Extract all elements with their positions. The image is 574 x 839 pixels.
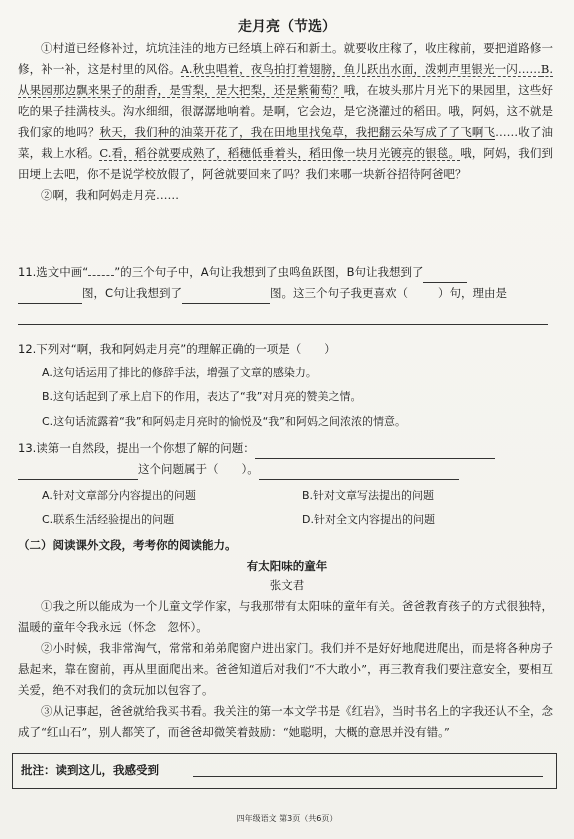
wavy-mark — [88, 275, 114, 276]
q13-line2: 这个问题属于（ ）。 — [138, 462, 259, 476]
sentence-a: A.秋虫唱着，夜鸟拍打着翅膀，鱼儿跃出水面，泼刺声里银光一闪…… — [180, 62, 541, 76]
p1-end: 哦，阿妈，我们到田埂上去吧，你不是说学校放假了，阿爸就要回来了吗？我们来哪一块新谷招待阿爸吧？ — [18, 146, 554, 181]
paragraph-1 — [18, 38, 553, 185]
p1-underlined: 秋天，我们种的油菜开花了，我在田地里找兔草，我把翻云朵写成了了飞啊飞 — [99, 125, 496, 139]
sentence-c: C.看，稻谷就要成熟了，稻穗低垂着头，稻田像一块月光镀亮的银毯。 — [99, 146, 461, 160]
q13-option-b[interactable]: B.针对文章写法提出的问题 — [302, 489, 435, 502]
q12-option-b[interactable]: B.这句话起到了承上启下的作用，表达了“我”对月亮的赞美之情。 — [42, 390, 362, 403]
question-12-stem: 12.下列对“啊，我和阿妈走月亮”的理解正确的一项是（ ） — [18, 342, 336, 356]
p1-intro: ①村道已经修补过，坑坑洼洼的地方已经填上碎石和新土。就要收庄稼了，收庄稼前，要把道路修一修，补一补，这是村里的风俗。 — [18, 41, 553, 76]
question-13 — [18, 438, 553, 480]
paragraph-2: ②啊，我和阿妈走月亮…… — [41, 188, 179, 202]
q13-option-a[interactable]: A.针对文章部分内容提出的问题 — [42, 489, 196, 502]
passage2-title: 有太阳味的童年 — [246, 559, 328, 573]
q13-blank-1[interactable] — [255, 444, 495, 459]
q11-blank-c[interactable] — [182, 289, 270, 304]
question-11 — [18, 262, 553, 325]
q11-text-4: 图。这三个句子我更喜欢（ — [270, 286, 409, 300]
q13-stem: 13.读第一自然段，提出一个你想了解的问题： — [18, 441, 255, 455]
q11-blank-b[interactable] — [423, 268, 467, 283]
q11-text-5: ）句，理由是 — [438, 286, 508, 300]
passage2-p1: ①我之所以能成为一个儿童文学作家，与我那带有太阳味的童年有关。爸爸教育孩子的方式很独特，温暖的童年令我永远（怀念 忽怀）。 — [18, 599, 553, 634]
q12-option-c[interactable]: C.这句话流露着“我”和阿妈走月亮时的愉悦及“我”和阿妈之间浓浓的情意。 — [42, 415, 406, 428]
q11-text-3: 图，C句让我想到了 — [82, 286, 183, 300]
q12-option-a[interactable]: A.这句话运用了排比的修辞手法，增强了文章的感染力。 — [42, 366, 317, 379]
q11-text-2: ”的三个句子中，A句让我想到了虫鸣鱼跃图，B句让我想到了 — [114, 265, 424, 279]
page-footer: 四年级语文 第3页（共6页） — [236, 814, 338, 823]
q13-option-c[interactable]: C.联系生活经验提出的问题 — [42, 513, 175, 526]
q13-blank-2[interactable] — [18, 465, 138, 480]
passage2-p2: ②小时候，我非常淘气，常常和弟弟爬窗户进出家门。我们并不是好好地爬进爬出，而是将各种房子悬起来，靠在窗前，再从里面爬出来。爸爸知道后对我们“不大敢小”，再三教育我们要注意安全，要相互关爱，绝不对我们的贪玩加以包容了。 — [18, 641, 553, 697]
annotation-blank[interactable] — [193, 762, 543, 777]
q11-text-1: 11.选文中画“ — [18, 265, 89, 279]
sentence-b: B.从果园那边飘来果子的甜香，是雪梨，是大把梨，还是紫葡萄？ — [18, 62, 553, 97]
p1-tail: ……收了油菜，栽上水稻。 — [18, 125, 554, 160]
q11-blank-b2[interactable] — [18, 289, 82, 304]
passage2-p3: ③从记事起，爸爸就给我买书看。我关注的第一本文学书是《红岩》，当时书名上的字我还认不全，念成了“红山石”，别人都笑了，而爸爸却微笑着鼓励：“她聪明，大概的意思并没有错。” — [18, 704, 553, 739]
passage-title: 走月亮（节选） — [238, 19, 336, 35]
annotation-box — [12, 753, 557, 789]
annotation-label: 批注：读到这儿，我感受到 — [21, 763, 159, 777]
q11-reason-line[interactable] — [18, 310, 548, 325]
passage-body — [18, 38, 553, 206]
q13-option-d[interactable]: D.针对全文内容提出的问题 — [302, 513, 435, 526]
p1-middle: 哦，在坡头那片月光下的果园里，这些好吃的果子挂满枝头。沟水细细，很潺潺地响着。是啊，它会边，是它浇灌过的稻田。哦，阿妈，这不就是我们家的地吗？ — [18, 83, 553, 139]
passage2-author: 张文君 — [269, 578, 305, 592]
passage2-body — [18, 596, 553, 743]
q13-blank-3[interactable] — [259, 465, 459, 480]
section-2-heading: （二）阅读课外文段，考考你的阅读能力。 — [18, 538, 237, 552]
